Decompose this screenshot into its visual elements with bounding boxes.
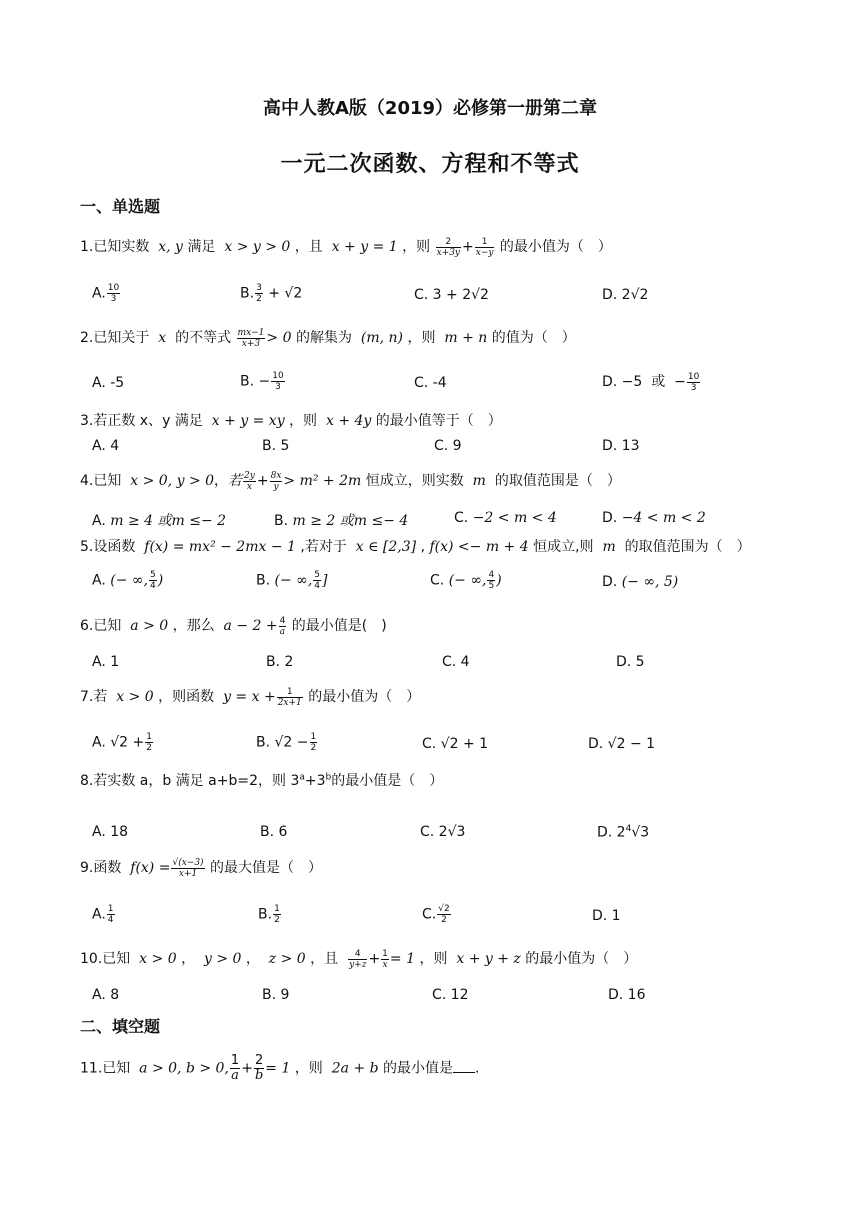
option-c[interactable]: C. -4 (414, 375, 447, 391)
option-c[interactable]: C. 3 + 2√2 (414, 287, 489, 303)
option-c[interactable]: C. (− ∞, $\frac{4}{5}$ ) (430, 570, 502, 591)
option-b[interactable]: B. (− ∞, $\frac{5}{4}$ ] (256, 570, 328, 591)
option-a[interactable]: A. -5 (92, 375, 125, 391)
question-5: 5.设函数 f(x) = mx² − 2mx − 1 ,若对于 x ∈ [2,3] , f(x) <− m + 4 恒成立,则 m 的取值范围为（ ） (80, 539, 751, 555)
question-9: 9.函数 f(x) = $\frac{√(x-3)}{x+1}$ 的最大值是（ ） (80, 857, 323, 879)
option-b[interactable]: B. 2 (266, 654, 294, 670)
question-2: 2.已知关于 x 的不等式 $\frac{mx-1}{x+3}$ > 0 的解集为 (m, n) ，则 m + n 的值为（ ） (80, 327, 576, 349)
question-3: 3.若正数 x、y 满足 x + y = xy ，则 x + 4y 的最小值等于（ ） (80, 413, 502, 429)
option-b[interactable]: B. 9 (262, 987, 290, 1003)
option-b[interactable]: B. √2 − $\frac{1}{2}$ (256, 732, 317, 753)
option-d[interactable]: D. 5 (616, 654, 645, 670)
question-9-options (92, 904, 792, 930)
option-b[interactable]: B. $\frac{1}{2}$ (258, 904, 280, 925)
option-b[interactable]: B. 6 (260, 824, 288, 840)
option-d[interactable]: D. 13 (602, 438, 640, 454)
question-8: 8.若实数 a，b 满足 a+b=2，则 $3^a+3^b$的最小值是（ ） (80, 772, 444, 789)
question-8-options (92, 824, 792, 850)
question-4-options (92, 510, 792, 536)
document-title: 高中人教A版（2019）必修第一册第二章 (262, 98, 598, 119)
option-b[interactable]: B. 5 (262, 438, 290, 454)
option-c[interactable]: C. 4 (442, 654, 470, 670)
question-1: 1.已知实数 x, y 满足 x > y > 0 ，且 x + y = 1 ，则 $\frac{2}{x+3y}$ + $\frac{1}{x-y}$ 的最小值为（ ） (80, 236, 612, 258)
option-a[interactable]: A. $\frac{10}{3}$ (92, 283, 120, 304)
option-b[interactable]: B. − $\frac{10}{3}$ (240, 371, 284, 392)
option-a[interactable]: A. m ≥ 4 或m ≤− 2 (92, 513, 227, 529)
option-c[interactable]: C. √2 + 1 (422, 736, 489, 752)
question-10: 10.已知 x > 0 ， y > 0 ， z > 0 ，且 $\frac{4}{y+z}$ + $\frac{1}{x}$ = 1 ，则 x + y + z 的最小值为（ ） (80, 948, 638, 970)
option-a[interactable]: A. 8 (92, 987, 120, 1003)
option-c[interactable]: C. 9 (434, 438, 462, 454)
answer-blank[interactable] (453, 1072, 475, 1073)
question-10-options (92, 987, 792, 1013)
option-c[interactable]: C. 2√3 (420, 824, 466, 840)
option-b[interactable]: B. $\frac{3}{2}$ + √2 (240, 283, 303, 304)
option-a[interactable]: A. √2 + $\frac{1}{2}$ (92, 732, 152, 753)
document-subtitle: 一元二次函数、方程和不等式 (280, 152, 580, 177)
option-d[interactable]: D. −4 < m < 2 (602, 510, 706, 526)
option-c[interactable]: C. −2 < m < 4 (454, 510, 557, 526)
option-d[interactable]: D. √2 − 1 (588, 736, 656, 752)
option-a[interactable]: A. 4 (92, 438, 120, 454)
question-7: 7.若 x > 0 ，则函数 y = x + $\frac{1}{2x+1}$ 的最小值为（ ） (80, 686, 421, 708)
option-a[interactable]: A. $\frac{1}{4}$ (92, 904, 114, 925)
section-heading-fill-blank: 二、填空题 (80, 1017, 161, 1036)
question-5-options (92, 570, 792, 596)
option-a[interactable]: A. (− ∞, $\frac{5}{4}$ ) (92, 570, 164, 591)
option-d[interactable]: D. 2√2 (602, 287, 649, 303)
option-d[interactable]: D. (− ∞, 5) (602, 574, 679, 590)
question-3-options (92, 438, 792, 464)
question-6: 6.已知 a > 0 ，那么 a − 2 + $\frac{4}{a}$ 的最小值是( ) (80, 615, 387, 637)
section-heading-single-choice: 一、单选题 (80, 197, 161, 216)
question-11: 11.已知 a > 0, b > 0, $\frac{1}{a}$ + $\frac{2}{b}$ = 1 ，则 2a + b 的最小值是 . (80, 1053, 480, 1083)
question-1-options (92, 283, 792, 309)
option-b[interactable]: B. m ≥ 2 或m ≤− 4 (274, 513, 409, 529)
option-a[interactable]: A. 18 (92, 824, 129, 840)
question-4: 4.已知 x > 0, y > 0，若 $\frac{2y}{x}$ + $\frac{8x}{y}$ > m² + 2m 恒成立，则实数 m 的取值范围是（ ） (80, 470, 621, 492)
option-d[interactable]: D. −5 或 − $\frac{10}{3}$ (602, 371, 700, 393)
option-d[interactable]: D. 16 (608, 987, 646, 1003)
option-d[interactable]: D. 1 (592, 908, 621, 924)
option-c[interactable]: C. $\frac{√2}{2}$ (422, 904, 450, 925)
option-d[interactable]: D. $2^4√3$ (597, 824, 650, 841)
question-2-options (92, 371, 792, 397)
option-a[interactable]: A. 1 (92, 654, 120, 670)
question-6-options (92, 654, 792, 680)
question-7-options (92, 732, 792, 758)
option-c[interactable]: C. 12 (432, 987, 469, 1003)
